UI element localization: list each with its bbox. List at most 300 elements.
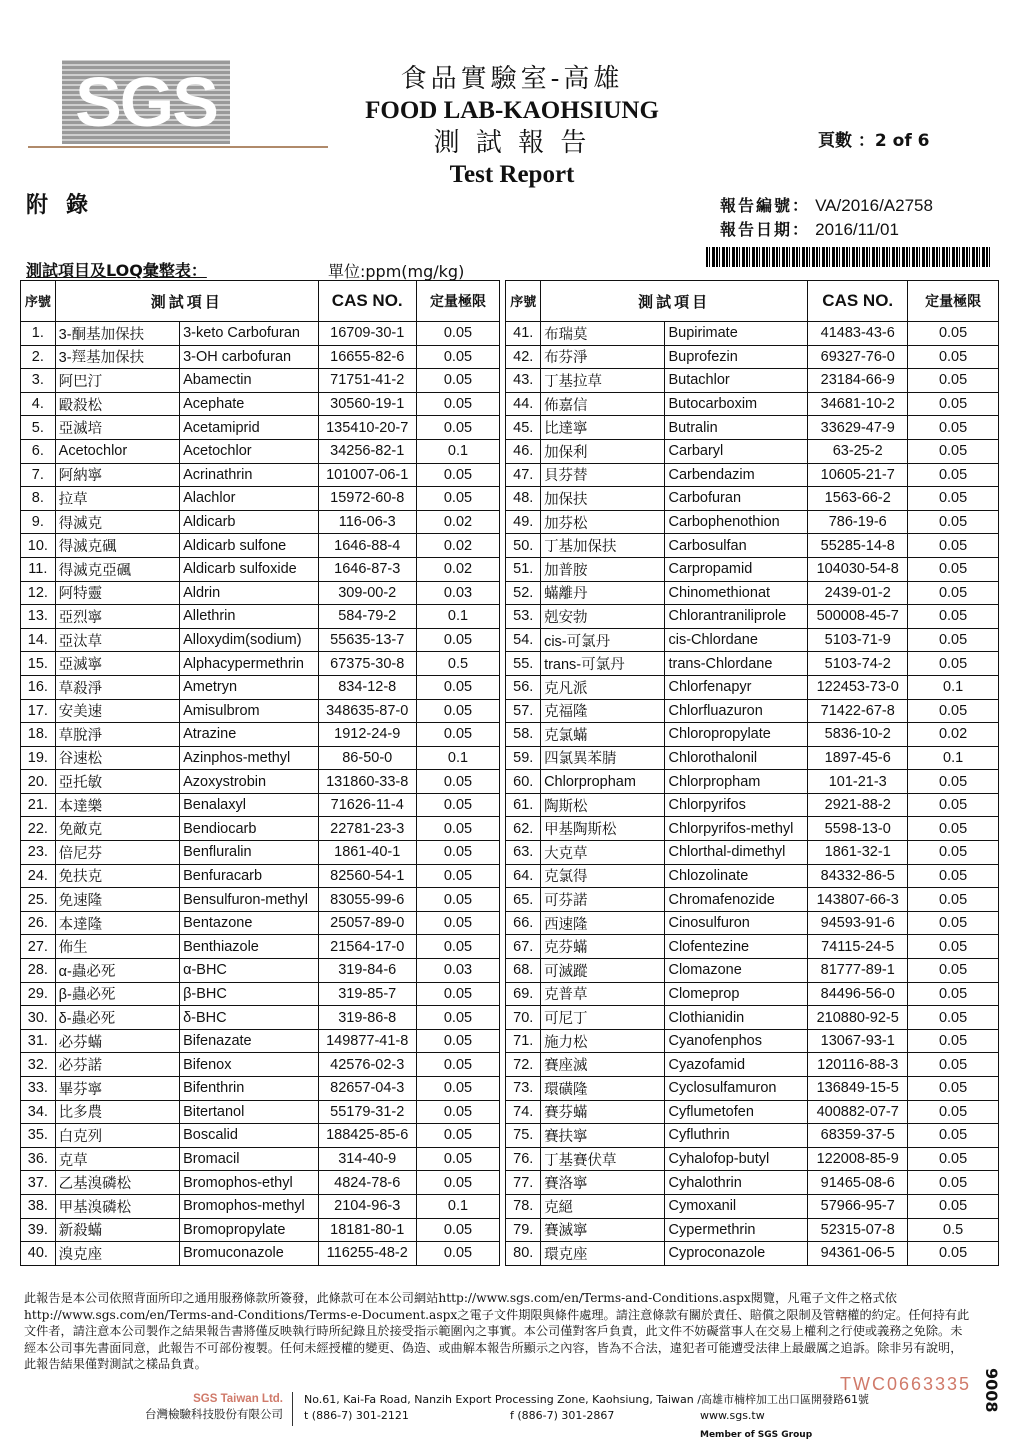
name-zh-cell: 3-羥基加保扶 [55, 345, 179, 369]
loq-cell: 0.05 [416, 723, 500, 747]
name-en-cell: Aldicarb sulfoxide [180, 557, 319, 581]
loq-cell: 0.05 [908, 1006, 999, 1030]
loq-cell: 0.05 [908, 1124, 999, 1148]
name-en-cell: Bromopropylate [180, 1218, 319, 1242]
name-en-cell: Bromophos-methyl [180, 1194, 319, 1218]
table-row [21, 1147, 999, 1171]
name-en-cell: Alloxydim(sodium) [180, 628, 319, 652]
seq-cell: 1. [21, 322, 56, 346]
seq-cell: 57. [506, 699, 541, 723]
table-row [21, 345, 999, 369]
table-row [21, 605, 999, 629]
loq-cell: 0.05 [908, 1194, 999, 1218]
cas-cell: 4824-78-6 [318, 1171, 416, 1195]
cas-cell: 348635-87-0 [318, 699, 416, 723]
table-row [21, 723, 999, 747]
cas-cell: 25057-89-0 [318, 911, 416, 935]
seq-cell: 6. [21, 439, 56, 463]
name-zh-cell: 阿巴汀 [55, 369, 179, 393]
seq-cell: 48. [506, 487, 541, 511]
name-en-cell: Bromacil [180, 1147, 319, 1171]
seq-cell: 72. [506, 1053, 541, 1077]
cas-cell: 319-85-7 [318, 982, 416, 1006]
seq-cell: 30. [21, 1006, 56, 1030]
name-en-cell: Cinosulfuron [665, 911, 808, 935]
name-zh-cell: 丁基加保扶 [541, 534, 665, 558]
table-row [21, 652, 999, 676]
name-zh-cell: 安美速 [55, 699, 179, 723]
name-zh-cell: 克草 [55, 1147, 179, 1171]
table-row [21, 793, 999, 817]
name-en-cell: α-BHC [180, 959, 319, 983]
table-row [21, 770, 999, 794]
name-zh-cell: 大克草 [541, 841, 665, 865]
name-zh-cell: 蟎離丹 [541, 581, 665, 605]
name-en-cell: Chlorthal-dimethyl [665, 841, 808, 865]
name-zh-cell: 賽座滅 [541, 1053, 665, 1077]
seq-cell: 55. [506, 652, 541, 676]
table-row [21, 1194, 999, 1218]
cas-cell: 101-21-3 [808, 770, 908, 794]
name-en-cell: Acephate [180, 392, 319, 416]
loq-cell: 0.05 [908, 935, 999, 959]
loq-cell: 0.02 [416, 510, 500, 534]
loq-cell: 0.05 [416, 1053, 500, 1077]
loq-cell: 0.1 [416, 1194, 500, 1218]
seq-cell: 31. [21, 1029, 56, 1053]
cas-cell: 2439-01-2 [808, 581, 908, 605]
loq-cell: 0.1 [416, 605, 500, 629]
name-en-cell: Carpropamid [665, 557, 808, 581]
loq-cell: 0.05 [908, 369, 999, 393]
name-zh-cell: 草脫淨 [55, 723, 179, 747]
name-zh-cell: 阿納寧 [55, 463, 179, 487]
name-en-cell: Allethrin [180, 605, 319, 629]
name-zh-cell: β-蟲必死 [55, 982, 179, 1006]
name-en-cell: Cyflumetofen [665, 1100, 808, 1124]
cas-cell: 5103-71-9 [808, 628, 908, 652]
name-en-cell: Buprofezin [665, 345, 808, 369]
seq-cell: 78. [506, 1194, 541, 1218]
cas-cell: 104030-54-8 [808, 557, 908, 581]
report-type-zh: 測 試 報 告 [433, 128, 591, 158]
header-seq: 序號 [506, 281, 541, 322]
loq-cell: 0.02 [908, 723, 999, 747]
cas-cell: 122008-85-9 [808, 1147, 908, 1171]
cas-cell: 188425-85-6 [318, 1124, 416, 1148]
seq-cell: 59. [506, 746, 541, 770]
loq-cell: 0.05 [416, 1147, 500, 1171]
table-row [21, 1029, 999, 1053]
name-zh-cell: 賽洛寧 [541, 1171, 665, 1195]
seq-cell: 74. [506, 1100, 541, 1124]
cas-cell: 120116-88-3 [808, 1053, 908, 1077]
loq-cell: 0.05 [416, 864, 500, 888]
loq-cell: 0.1 [908, 746, 999, 770]
table-row [21, 888, 999, 912]
loq-cell: 0.05 [908, 1171, 999, 1195]
cas-cell: 400882-07-7 [808, 1100, 908, 1124]
name-zh-cell: Chlorpropham [541, 770, 665, 794]
loq-cell: 0.05 [416, 345, 500, 369]
lab-name-zh: 食品實驗室-高雄 [400, 64, 624, 94]
report-title [330, 62, 694, 190]
name-zh-cell: 加芬松 [541, 510, 665, 534]
seq-cell: 70. [506, 1006, 541, 1030]
seq-cell: 2. [21, 345, 56, 369]
cas-cell: 319-84-6 [318, 959, 416, 983]
seq-cell: 69. [506, 982, 541, 1006]
seq-cell: 58. [506, 723, 541, 747]
seq-cell: 34. [21, 1100, 56, 1124]
name-zh-cell: 加保利 [541, 439, 665, 463]
loq-cell: 0.05 [416, 770, 500, 794]
seq-cell: 32. [21, 1053, 56, 1077]
name-en-cell: Cyfluthrin [665, 1124, 808, 1148]
name-zh-cell: 免速隆 [55, 888, 179, 912]
page-number [818, 126, 930, 151]
table-row [21, 817, 999, 841]
loq-cell: 0.05 [908, 557, 999, 581]
loq-cell: 0.05 [416, 817, 500, 841]
seq-cell: 52. [506, 581, 541, 605]
report-date: 2016/11/01 [815, 220, 899, 239]
cas-cell: 116255-48-2 [318, 1242, 416, 1266]
name-zh-cell: 得滅克碸 [55, 534, 179, 558]
name-en-cell: Ametryn [180, 675, 319, 699]
seq-cell: 26. [21, 911, 56, 935]
seq-cell: 54. [506, 628, 541, 652]
cas-cell: 101007-06-1 [318, 463, 416, 487]
cas-cell: 15972-60-8 [318, 487, 416, 511]
name-zh-cell: 乙基溴磷松 [55, 1171, 179, 1195]
seq-cell: 7. [21, 463, 56, 487]
loq-cell: 0.05 [908, 463, 999, 487]
lab-name-en: FOOD LAB-KAOHSIUNG [365, 97, 659, 124]
seq-cell: 49. [506, 510, 541, 534]
cas-cell: 55635-13-7 [318, 628, 416, 652]
name-en-cell: Carbosulfan [665, 534, 808, 558]
cas-cell: 94593-91-6 [808, 911, 908, 935]
seq-cell: 66. [506, 911, 541, 935]
name-en-cell: Benfluralin [180, 841, 319, 865]
header-loq: 定量極限 [416, 281, 500, 322]
cas-cell: 1563-66-2 [808, 487, 908, 511]
cas-cell: 63-25-2 [808, 439, 908, 463]
page-value: 2 of 6 [874, 131, 930, 151]
name-en-cell: 3-OH carbofuran [180, 345, 319, 369]
name-en-cell: Cypermethrin [665, 1218, 808, 1242]
loq-cell: 0.05 [908, 1029, 999, 1053]
cas-cell: 135410-20-7 [318, 416, 416, 440]
seq-cell: 80. [506, 1242, 541, 1266]
seq-cell: 39. [21, 1218, 56, 1242]
name-en-cell: trans-Chlordane [665, 652, 808, 676]
table-row [21, 699, 999, 723]
name-zh-cell: 賽滅寧 [541, 1218, 665, 1242]
table-row [21, 1218, 999, 1242]
seq-cell: 63. [506, 841, 541, 865]
seq-cell: 21. [21, 793, 56, 817]
cas-cell: 71626-11-4 [318, 793, 416, 817]
table-row [21, 982, 999, 1006]
seq-cell: 71. [506, 1029, 541, 1053]
header-item: 測試項目 [541, 281, 808, 322]
unit-label: 單位:ppm(mg/kg) [328, 262, 465, 281]
seq-cell: 17. [21, 699, 56, 723]
seq-cell: 10. [21, 534, 56, 558]
name-zh-cell: 阿特靈 [55, 581, 179, 605]
cas-cell: 1912-24-9 [318, 723, 416, 747]
name-zh-cell: 施力松 [541, 1029, 665, 1053]
loq-cell: 0.05 [908, 959, 999, 983]
cas-cell: 5103-74-2 [808, 652, 908, 676]
name-en-cell: Cymoxanil [665, 1194, 808, 1218]
seq-cell: 22. [21, 817, 56, 841]
name-zh-cell: 得滅克亞碸 [55, 557, 179, 581]
loq-cell: 0.1 [908, 675, 999, 699]
table-row [21, 628, 999, 652]
loq-cell: 0.05 [908, 439, 999, 463]
name-en-cell: Chromafenozide [665, 888, 808, 912]
name-en-cell: Bensulfuron-methyl [180, 888, 319, 912]
name-en-cell: Aldrin [180, 581, 319, 605]
cas-cell: 2104-96-3 [318, 1194, 416, 1218]
name-zh-cell: 亞托敏 [55, 770, 179, 794]
seq-cell: 45. [506, 416, 541, 440]
seq-cell: 76. [506, 1147, 541, 1171]
loq-cell: 0.05 [908, 817, 999, 841]
cas-cell: 68359-37-5 [808, 1124, 908, 1148]
name-zh-cell: 西速隆 [541, 911, 665, 935]
name-en-cell: Bitertanol [180, 1100, 319, 1124]
seq-cell: 60. [506, 770, 541, 794]
table-row [21, 392, 999, 416]
company-address [304, 1392, 944, 1424]
cas-cell: 584-79-2 [318, 605, 416, 629]
barcode [706, 247, 992, 267]
loq-cell: 0.05 [416, 1029, 500, 1053]
cas-cell: 71751-41-2 [318, 369, 416, 393]
loq-cell: 0.05 [908, 605, 999, 629]
seq-cell: 27. [21, 935, 56, 959]
table-row [21, 911, 999, 935]
loq-cell: 0.05 [908, 487, 999, 511]
seq-cell: 51. [506, 557, 541, 581]
name-zh-cell: 免敵克 [55, 817, 179, 841]
loq-cell: 0.05 [908, 416, 999, 440]
seq-cell: 13. [21, 605, 56, 629]
table-row [21, 510, 999, 534]
page-label: 頁數 ： [818, 131, 875, 151]
seq-cell: 25. [21, 888, 56, 912]
name-en-cell: Chlorfenapyr [665, 675, 808, 699]
name-zh-cell: 佈生 [55, 935, 179, 959]
name-en-cell: Butocarboxim [665, 392, 808, 416]
cas-cell: 319-86-8 [318, 1006, 416, 1030]
cas-cell: 1646-88-4 [318, 534, 416, 558]
loq-cell: 0.05 [416, 1242, 500, 1266]
cas-cell: 122453-73-0 [808, 675, 908, 699]
cas-cell: 314-40-9 [318, 1147, 416, 1171]
table-row [21, 1100, 999, 1124]
seq-cell: 16. [21, 675, 56, 699]
loq-cell: 0.05 [416, 935, 500, 959]
seq-cell: 75. [506, 1124, 541, 1148]
side-number: 9008 [982, 1368, 1001, 1413]
loq-cell: 0.5 [908, 1218, 999, 1242]
name-zh-cell: 甲基陶斯松 [541, 817, 665, 841]
seq-cell: 35. [21, 1124, 56, 1148]
name-en-cell: Carbofuran [665, 487, 808, 511]
cas-cell: 91465-08-6 [808, 1171, 908, 1195]
cas-cell: 309-00-2 [318, 581, 416, 605]
name-zh-cell: cis-可氯丹 [541, 628, 665, 652]
name-zh-cell: 丁基賽伏草 [541, 1147, 665, 1171]
name-zh-cell: 克凡派 [541, 675, 665, 699]
loq-table [20, 280, 999, 1266]
table-row [21, 864, 999, 888]
loq-cell: 0.05 [908, 888, 999, 912]
loq-cell: 0.05 [416, 369, 500, 393]
loq-cell: 0.05 [908, 534, 999, 558]
name-zh-cell: 比達寧 [541, 416, 665, 440]
name-en-cell: Boscalid [180, 1124, 319, 1148]
table-row [21, 959, 999, 983]
name-zh-cell: 佈嘉信 [541, 392, 665, 416]
loq-cell: 0.5 [416, 652, 500, 676]
name-zh-cell: 陶斯松 [541, 793, 665, 817]
cas-cell: 834-12-8 [318, 675, 416, 699]
name-en-cell: Atrazine [180, 723, 319, 747]
seq-cell: 53. [506, 605, 541, 629]
name-zh-cell: 倍尼芬 [55, 841, 179, 865]
name-zh-cell: 克福隆 [541, 699, 665, 723]
cas-cell: 71422-67-8 [808, 699, 908, 723]
cas-cell: 2921-88-2 [808, 793, 908, 817]
header-loq: 定量極限 [908, 281, 999, 322]
name-zh-cell: 草殺淨 [55, 675, 179, 699]
name-en-cell: Clothianidin [665, 1006, 808, 1030]
loq-cell: 0.05 [908, 1053, 999, 1077]
name-en-cell: Clofentezine [665, 935, 808, 959]
seq-cell: 68. [506, 959, 541, 983]
seq-cell: 14. [21, 628, 56, 652]
name-en-cell: Bromuconazole [180, 1242, 319, 1266]
name-zh-cell: 可芬諾 [541, 888, 665, 912]
report-meta [720, 194, 933, 242]
seq-cell: 36. [21, 1147, 56, 1171]
name-zh-cell: δ-蟲必死 [55, 1006, 179, 1030]
name-en-cell: Bendiocarb [180, 817, 319, 841]
seq-cell: 79. [506, 1218, 541, 1242]
seq-cell: 18. [21, 723, 56, 747]
loq-cell: 0.02 [416, 557, 500, 581]
name-en-cell: Chlorfluazuron [665, 699, 808, 723]
table-row [21, 581, 999, 605]
name-zh-cell: 克普草 [541, 982, 665, 1006]
name-zh-cell: 環克座 [541, 1242, 665, 1266]
cas-cell: 149877-41-8 [318, 1029, 416, 1053]
name-zh-cell: 必芬諾 [55, 1053, 179, 1077]
seq-cell: 65. [506, 888, 541, 912]
table-row [21, 1124, 999, 1148]
table-row [21, 1053, 999, 1077]
name-en-cell: Chlorpropham [665, 770, 808, 794]
seq-cell: 42. [506, 345, 541, 369]
name-en-cell: δ-BHC [180, 1006, 319, 1030]
name-en-cell: Clomeprop [665, 982, 808, 1006]
seq-cell: 38. [21, 1194, 56, 1218]
loq-cell: 0.05 [908, 699, 999, 723]
report-no: VA/2016/A2758 [815, 196, 933, 215]
name-en-cell: Chlorpyrifos-methyl [665, 817, 808, 841]
name-zh-cell: 加保扶 [541, 487, 665, 511]
loq-cell: 0.1 [416, 746, 500, 770]
seq-cell: 15. [21, 652, 56, 676]
header-cas: CAS NO. [318, 281, 416, 322]
cas-cell: 82657-04-3 [318, 1077, 416, 1101]
cas-cell: 1861-32-1 [808, 841, 908, 865]
cas-cell: 10605-21-7 [808, 463, 908, 487]
name-zh-cell: 可尼丁 [541, 1006, 665, 1030]
name-zh-cell: 環磺隆 [541, 1077, 665, 1101]
name-en-cell: Cyazofamid [665, 1053, 808, 1077]
name-zh-cell: 布芬淨 [541, 345, 665, 369]
loq-cell: 0.05 [416, 1171, 500, 1195]
name-en-cell: Aldicarb [180, 510, 319, 534]
seq-cell: 50. [506, 534, 541, 558]
name-en-cell: Acetamiprid [180, 416, 319, 440]
table-row [21, 322, 999, 346]
loq-cell: 0.05 [416, 911, 500, 935]
telephone: t (886-7) 301-2121 [304, 1409, 409, 1422]
cas-cell: 136849-15-5 [808, 1077, 908, 1101]
name-zh-cell: 溴克座 [55, 1242, 179, 1266]
seq-cell: 5. [21, 416, 56, 440]
name-en-cell: Clomazone [665, 959, 808, 983]
address: No.61, Kai-Fa Road, Nanzih Export Processing Zone, Kaohsiung, Taiwan /高雄市楠梓加工出口區開發路61號 [304, 1393, 869, 1406]
company-name-zh: 台灣檢驗科技股份有限公司 [145, 1407, 283, 1421]
seq-cell: 11. [21, 557, 56, 581]
seq-cell: 9. [21, 510, 56, 534]
name-en-cell: Butralin [665, 416, 808, 440]
loq-cell: 0.05 [908, 345, 999, 369]
cas-cell: 143807-66-3 [808, 888, 908, 912]
name-zh-cell: 新殺蟎 [55, 1218, 179, 1242]
seq-cell: 62. [506, 817, 541, 841]
name-en-cell: Bupirimate [665, 322, 808, 346]
name-zh-cell: 亞烈寧 [55, 605, 179, 629]
loq-cell: 0.05 [416, 841, 500, 865]
cas-cell: 131860-33-8 [318, 770, 416, 794]
cas-cell: 69327-76-0 [808, 345, 908, 369]
seq-cell: 20. [21, 770, 56, 794]
name-en-cell: Chlorpyrifos [665, 793, 808, 817]
seq-cell: 33. [21, 1077, 56, 1101]
cas-cell: 1646-87-3 [318, 557, 416, 581]
loq-cell: 0.05 [416, 487, 500, 511]
name-zh-cell: 免扶克 [55, 864, 179, 888]
loq-cell: 0.05 [416, 982, 500, 1006]
cas-cell: 42576-02-3 [318, 1053, 416, 1077]
name-en-cell: Cyproconazole [665, 1242, 808, 1266]
seq-cell: 19. [21, 746, 56, 770]
name-en-cell: Alachlor [180, 487, 319, 511]
loq-cell: 0.05 [908, 1100, 999, 1124]
cas-cell: 18181-80-1 [318, 1218, 416, 1242]
table-row [21, 369, 999, 393]
